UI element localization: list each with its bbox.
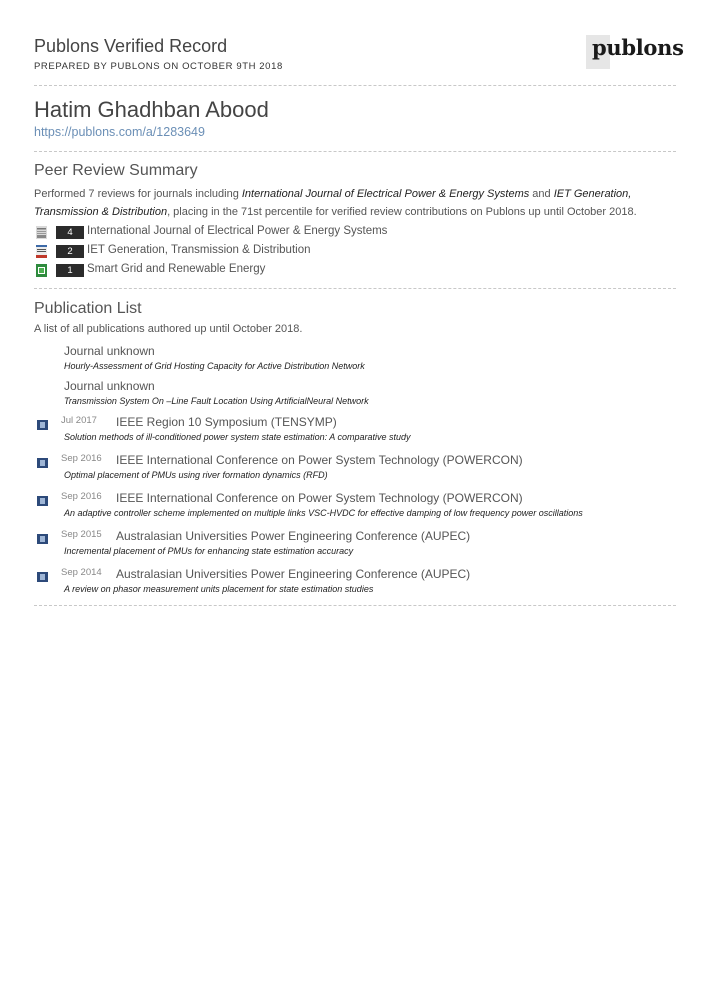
summary-journal-b: IET Generation, Transmission & Distribution — [34, 188, 632, 218]
journal-name: Smart Grid and Renewable Energy — [87, 263, 266, 275]
publication-item — [34, 415, 674, 449]
section-title-publications: Publication List — [34, 300, 142, 317]
publication-title: Transmission System On –Line Fault Location Using ArtificialNeural Network — [64, 396, 369, 406]
review-count-badge: 4 — [56, 226, 84, 239]
divider — [34, 151, 676, 152]
publication-title: Optimal placement of PMUs using river formation dynamics (RFD) — [64, 470, 328, 480]
publication-item — [34, 491, 674, 525]
divider — [34, 605, 676, 606]
journal-cover-icon — [36, 264, 47, 277]
journal-review-row — [34, 263, 434, 278]
divider — [34, 288, 676, 289]
summary-text: , placing in the 71st percentile for verified review contributions on Publons up until October 2018. — [167, 206, 637, 218]
journal-review-row — [34, 244, 434, 259]
peer-review-summary — [34, 185, 674, 221]
publication-venue: Australasian Universities Power Engineering Conference (AUPEC) — [116, 567, 471, 581]
publication-icon — [37, 496, 48, 506]
publication-date: Sep 2014 — [61, 567, 102, 578]
publication-item — [34, 529, 674, 563]
publication-date: Sep 2015 — [61, 529, 102, 540]
publons-logo — [586, 33, 684, 71]
publication-date: Sep 2016 — [61, 491, 102, 502]
record-prepared-date: PREPARED BY PUBLONS ON OCTOBER 9TH 2018 — [34, 61, 283, 72]
publication-venue: Australasian Universities Power Engineering Conference (AUPEC) — [116, 529, 471, 543]
publication-venue: Journal unknown — [64, 344, 155, 358]
divider — [34, 85, 676, 86]
publication-venue: Journal unknown — [64, 379, 155, 393]
publication-icon — [37, 420, 48, 430]
journal-review-row — [34, 225, 434, 240]
journal-cover-icon — [36, 226, 47, 239]
journal-name: IET Generation, Transmission & Distribution — [87, 244, 311, 256]
publication-icon — [37, 534, 48, 544]
summary-text: Performed 7 reviews for journals including — [34, 188, 242, 200]
publication-date: Sep 2016 — [61, 453, 102, 464]
publication-date: Jul 2017 — [61, 415, 97, 426]
publication-venue: IEEE International Conference on Power System Technology (POWERCON) — [116, 453, 523, 467]
record-title: Publons Verified Record — [34, 36, 228, 56]
section-title-peer-review: Peer Review Summary — [34, 162, 198, 179]
journal-name: International Journal of Electrical Power & Energy Systems — [87, 225, 388, 237]
publication-item — [34, 567, 674, 601]
publication-title: Incremental placement of PMUs for enhancing state estimation accuracy — [64, 546, 354, 556]
review-count-badge: 1 — [56, 264, 84, 277]
publication-title: Solution methods of ill-conditioned power system state estimation: A comparative study — [64, 432, 411, 442]
publication-title: An adaptive controller scheme implemented on multiple links VSC-HVDC for effective damping of low frequency power oscillations — [64, 508, 583, 518]
publication-icon — [37, 458, 48, 468]
publication-venue: IEEE Region 10 Symposium (TENSYMP) — [116, 415, 337, 429]
publication-venue: IEEE International Conference on Power System Technology (POWERCON) — [116, 491, 523, 505]
publication-icon — [37, 572, 48, 582]
profile-link[interactable]: https://publons.com/a/1283649 — [34, 125, 205, 139]
journal-cover-icon — [36, 245, 47, 258]
logo-text: publons — [592, 35, 684, 60]
publication-item — [34, 453, 674, 487]
publication-title: A review on phasor measurement units placement for state estimation studies — [64, 584, 374, 594]
summary-text: and — [529, 188, 554, 200]
review-count-badge: 2 — [56, 245, 84, 258]
summary-journal-a: International Journal of Electrical Power & Energy Systems — [241, 188, 530, 200]
publication-title: Hourly-Assessment of Grid Hosting Capacity for Active Distribution Network — [64, 361, 365, 371]
publication-item — [34, 344, 674, 378]
person-name: Hatim Ghadhban Abood — [34, 97, 269, 122]
publications-intro: A list of all publications authored up until October 2018. — [34, 323, 303, 335]
publication-item — [34, 379, 674, 413]
